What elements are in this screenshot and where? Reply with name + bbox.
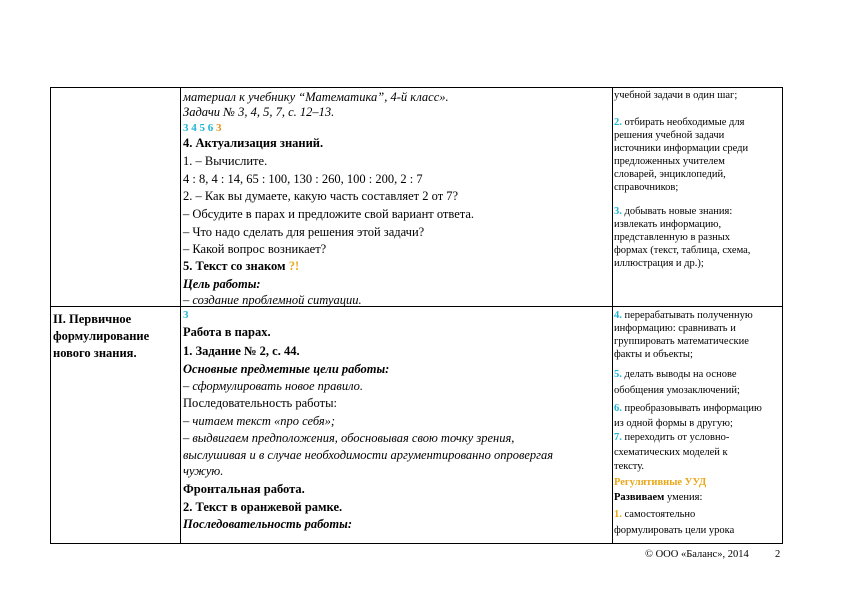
question-2-item-c: – Какой вопрос возникает? [183, 242, 327, 256]
item-text: самостоятельно [621, 509, 696, 520]
right-text-line: схематических моделей к [614, 447, 728, 458]
sequence-step: – выдвигаем предположения, обосновывая свою точку зрения, [183, 431, 515, 445]
right-text-line: предложенных учителем [614, 156, 725, 167]
question-2-item-a: – Обсудите в парах и предложите свой вариант ответа. [183, 207, 475, 221]
right-text-line [614, 432, 729, 444]
question-2-item-b: – Что надо сделать для решения этой задачи? [183, 225, 425, 239]
item-number: 5. [614, 369, 622, 380]
goal-item: – сформулировать новое правило. [183, 379, 364, 393]
slide-numbers [183, 121, 222, 136]
item-text: добывать новые знания: [621, 206, 733, 217]
section-5-label: 5. Текст со знаком [183, 259, 289, 273]
sequence-step: выслушивая и в случае необходимости аргументированно опровергая [183, 448, 554, 462]
section-4-heading: 4. Актуализация знаний. [183, 136, 324, 150]
sequence-step: – читаем текст «про себя»; [183, 414, 336, 428]
right-text-line: извлекать информацию, [614, 219, 722, 230]
right-text-line [614, 117, 744, 129]
footer-copyright: © ООО «Баланс», 2014 [645, 549, 749, 560]
question-1: 1. – Вычислите. [183, 154, 268, 168]
item-number: 4. [614, 310, 622, 321]
right-text-line [614, 206, 732, 218]
develop-label: Развиваем [614, 492, 665, 503]
slide-num-orange[interactable]: 3 [216, 122, 222, 134]
right-text-line: группировать математические [614, 336, 749, 347]
question-2: 2. – Как вы думаете, какую часть составляет 2 от 7? [183, 189, 459, 203]
item-number: 6. [614, 403, 622, 414]
right-text-line: обобщения умозаключений; [614, 385, 740, 396]
calculation-list: 4 : 8, 4 : 14, 65 : 100, 130 : 260, 100 : 200, 2 : 7 [183, 172, 423, 186]
goal-text: – создание проблемной ситуации. [183, 293, 362, 307]
table-border-left [50, 87, 51, 543]
right-text-line: представленную в разных [614, 232, 731, 243]
page-number: 2 [775, 549, 781, 560]
goal-title: Цель работы: [183, 277, 261, 291]
table-col-divider-2 [612, 87, 613, 543]
right-text-line: формах (текст, таблица, схема, [614, 245, 751, 256]
regulatory-uud-title: Регулятивные УУД [614, 477, 707, 488]
slide-num[interactable]: 3 [183, 309, 189, 321]
right-text-line: источники информации среди [614, 143, 749, 154]
item-number: 7. [614, 432, 622, 443]
table-row-divider [50, 306, 783, 307]
right-text-line: тексту. [614, 461, 645, 472]
item-text: делать выводы на основе [621, 369, 737, 380]
slide-num[interactable]: 3 [183, 122, 189, 134]
slide-num[interactable]: 6 [207, 122, 214, 134]
question-exclaim-mark: ?! [288, 259, 300, 273]
table-border-right [782, 87, 783, 543]
table-border-bottom [50, 543, 783, 544]
right-text-line: из одной формы в другую; [614, 418, 733, 429]
right-text-line: словарей, энциклопедий, [614, 169, 726, 180]
tasks-reference: Задачи № 3, 4, 5, 7, с. 12–13. [183, 105, 335, 119]
right-text-line: формулировать цели урока [614, 525, 735, 536]
item-text: перерабатывать полученную [621, 310, 753, 321]
sequence-title: Последовательность работы: [183, 396, 337, 410]
item-text: отбирать необходимые для [621, 117, 745, 128]
stage-title-line: II. Первичное [53, 312, 132, 326]
table-border-top [50, 87, 783, 88]
item-number: 1. [614, 509, 622, 520]
frontal-work-heading: Фронтальная работа. [183, 482, 305, 496]
item-text: умения: [664, 492, 703, 503]
slide-num[interactable]: 4 [191, 122, 197, 134]
sequence-step: чужую. [183, 464, 224, 478]
task-2-heading: 2. Текст в оранжевой рамке. [183, 500, 343, 514]
right-text-line [614, 509, 695, 521]
sequence-2-title: Последовательность работы: [183, 517, 352, 531]
right-text-line: факты и объекты; [614, 349, 693, 360]
item-text: преобразовывать информацию [621, 403, 762, 414]
right-text-line: иллюстрация и др.); [614, 258, 704, 269]
right-text-line [614, 403, 762, 415]
table-col-divider-1 [180, 87, 181, 543]
right-text-line [614, 310, 753, 322]
right-text-line: учебной задачи в один шаг; [614, 90, 738, 101]
pairs-work-heading: Работа в парах. [183, 325, 271, 339]
stage-title-line: нового знания. [53, 346, 137, 360]
right-text-line [614, 492, 702, 504]
item-number: 2. [614, 117, 622, 128]
main-goals-title: Основные предметные цели работы: [183, 362, 390, 376]
stage-title-line: формулирование [53, 329, 150, 343]
task-heading: 1. Задание № 2, с. 44. [183, 344, 300, 358]
slide-num[interactable]: 5 [199, 122, 205, 134]
right-text-line: решения учебной задачи [614, 130, 725, 141]
right-text-line: справочников; [614, 182, 679, 193]
item-text: переходить от условно- [621, 432, 730, 443]
right-text-line: информацию: сравнивать и [614, 323, 736, 334]
intro-italic-text: материал к учебнику “Математика”, 4-й класс». [183, 90, 449, 104]
item-number: 3. [614, 206, 622, 217]
section-5-heading [183, 259, 299, 274]
right-text-line [614, 369, 737, 381]
